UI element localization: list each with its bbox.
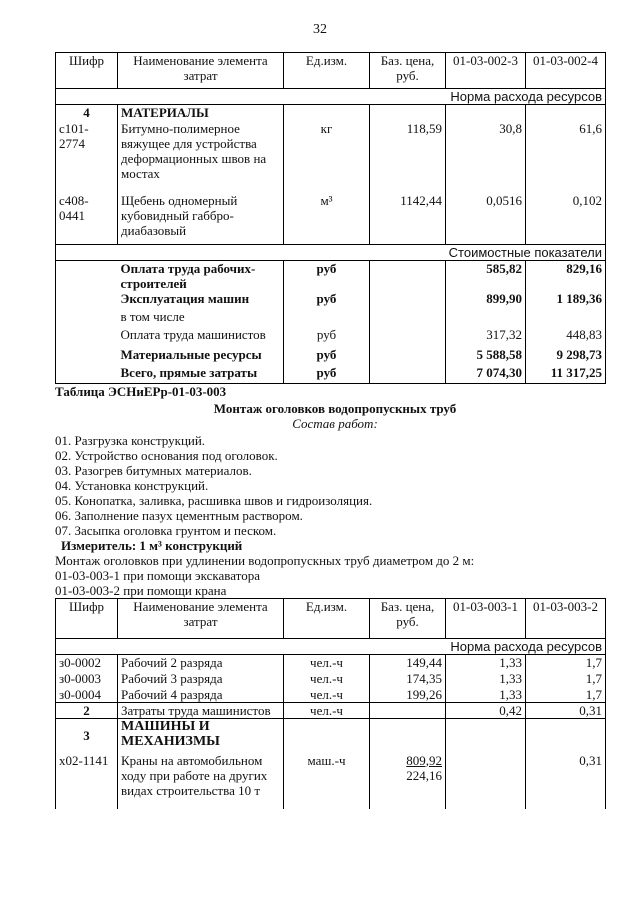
- table-row: в том числе: [56, 309, 606, 327]
- header-col2: 01-03-002-4: [526, 53, 606, 89]
- section-title: МАШИНЫ И МЕХАНИЗМЫ: [118, 719, 284, 753]
- header-col1: 01-03-002-3: [446, 53, 526, 89]
- list-item: 02. Устройство основания под оголовок.: [55, 448, 278, 463]
- header-code: Шифр: [56, 53, 118, 89]
- table-row: Материальные ресурсы руб 5 588,58 9 298,73: [56, 347, 606, 365]
- table-row: 2 Затраты труда машинистов чел.-ч 0,42 0,31: [56, 703, 606, 719]
- table-subtitle: Монтаж оголовков водопропускных труб: [213, 401, 457, 416]
- list-item: 05. Конопатка, заливка, расшивка швов и гидроизоляция.: [55, 493, 373, 508]
- composition-label: Состав работ:: [292, 416, 378, 431]
- header-code: Шифр: [56, 599, 118, 639]
- section-title: МАТЕРИАЛЫ: [118, 105, 284, 121]
- header-unit: Ед.изм.: [284, 53, 370, 89]
- resource-table-2: [55, 598, 606, 809]
- table-row: Эксплуатация машин руб 899,90 1 189,36: [56, 291, 606, 309]
- header-unit: Ед.изм.: [284, 599, 370, 639]
- price-value: 809,92: [406, 752, 442, 768]
- list-item: 06. Заполнение пазух цементным раствором.: [55, 508, 303, 523]
- header-name: Наименование элемента затрат: [118, 53, 284, 89]
- section-number: 4: [56, 105, 118, 121]
- norm-label: Норма расхода ресурсов: [56, 89, 606, 105]
- variant-item: 01-03-003-1 при помощи экскаватора: [55, 568, 260, 583]
- table-row: з0-0004 Рабочий 4 разряда чел.-ч 199,26 1,33 1,7: [56, 687, 606, 703]
- table-title: Таблица ЭСНиЕРр-01-03-003: [55, 384, 227, 399]
- table-row: с101-2774 Битумно-полимерное вяжущее для устройства деформационных швов на мостах кг 118,59 30,8 61,6: [56, 121, 606, 193]
- page-number: 32: [313, 22, 327, 37]
- table-row: з0-0002 Рабочий 2 разряда чел.-ч 149,44 1,33 1,7: [56, 655, 606, 671]
- list-item: 04. Установка конструкций.: [55, 478, 209, 493]
- cost-label: Стоимостные показатели: [56, 245, 606, 261]
- table-row: Оплата труда рабочих-строителей руб 585,82 829,16: [56, 261, 606, 292]
- header-col1: 01-03-003-1: [446, 599, 526, 639]
- table-row: с408-0441 Щебень одномерный кубовидный габбро-диабазовый м³ 1142,44 0,0516 0,102: [56, 193, 606, 245]
- work-list: [55, 433, 615, 598]
- section-number: 3: [56, 719, 118, 753]
- header-col2: 01-03-003-2: [526, 599, 606, 639]
- header-name: Наименование элемента затрат: [118, 599, 284, 639]
- description: Монтаж оголовков при удлинении водопропускных труб диаметром до 2 м:: [55, 553, 475, 568]
- price-value: 224,16: [406, 767, 442, 783]
- header-price: Баз. цена, руб.: [370, 599, 446, 639]
- resource-table-1: [55, 52, 606, 384]
- list-item: 01. Разгрузка конструкций.: [55, 433, 206, 448]
- norm-label: Норма расхода ресурсов: [56, 639, 606, 655]
- table-row: Всего, прямые затраты руб 7 074,30 11 317,25: [56, 365, 606, 383]
- table-row: з0-0003 Рабочий 3 разряда чел.-ч 174,35 1,33 1,7: [56, 671, 606, 687]
- list-item: 07. Засыпка оголовка грунтом и песком.: [55, 523, 277, 538]
- measurement-unit: Измеритель: 1 м³ конструкций: [61, 538, 243, 553]
- table-row: х02-1141 Краны на автомобильном ходу при работе на других видах строительства 10 т маш.-ч 809,92 224,16 0,31: [56, 753, 606, 809]
- table-row: Оплата труда машинистов руб 317,32 448,83: [56, 327, 606, 347]
- variant-item: 01-03-003-2 при помощи крана: [55, 583, 227, 598]
- header-price: Баз. цена, руб.: [370, 53, 446, 89]
- list-item: 03. Разогрев битумных материалов.: [55, 463, 252, 478]
